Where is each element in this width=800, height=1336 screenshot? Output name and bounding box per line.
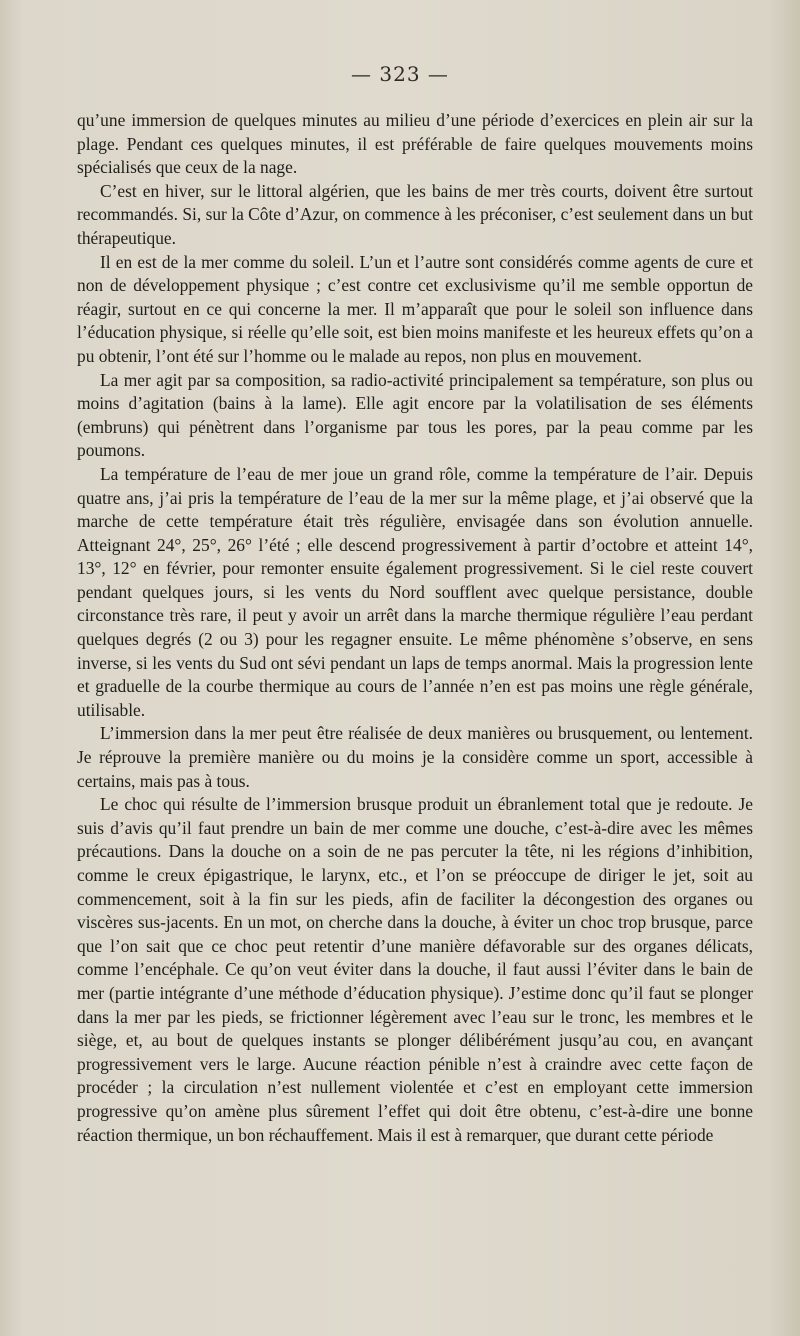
paragraph: La température de l’eau de mer joue un grand rôle, comme la température de l’air. Depuis quatre ans, j’ai pris la température de l’eau de la mer sur la même plage, et j’ai observé que la marche de cette température était très régulière, envisagée dans son évolution annuelle. Atteignant 24°, 25°, 26° l’été ; elle descend progressivement à partir d’octobre et atteint 14°, 13°, 12° en février, pour remonter ensuite également progressivement. Si le ciel reste couvert pendant quelques jours, si les vents du Nord soufflent avec quelque persistance, double circonstance très rare, il peut y avoir un arrêt dans la marche thermique régulière l’eau perdant quelques degrés (2 ou 3) pour les regagner ensuite. Le même phénomène s’observe, en sens inverse, si les vents du Sud ont sévi pendant un laps de temps anormal. Mais la progression lente et graduelle de la courbe thermique au cours de l’année n’en est pas moins une règle générale, utilisable.	[77, 463, 753, 720]
paragraph: Il en est de la mer comme du soleil. L’un et l’autre sont considérés comme agents de cure et non de développement physique ; c’est contre cet exclusivisme qu’il me semble opportun de réagir, surtout en ce qui concerne la mer. Il m’apparaît que pour le soleil son influence dans l’éducation physique, si réelle qu’elle soit, est bien moins manifeste et les heureux effets qu’on a pu obtenir, l’ont été sur l’homme ou le malade au repos, non plus en mouvement.	[77, 251, 753, 366]
body-text	[77, 109, 753, 1147]
paragraph: L’immersion dans la mer peut être réalisée de deux manières ou brusquement, ou lentement. Je réprouve la première manière ou du moins je la considère comme un sport, accessible à certains, mais pas à tous.	[77, 723, 753, 791]
paragraph: qu’une immersion de quelques minutes au milieu d’une période d’exercices en plein air sur la plage. Pendant ces quelques minutes, il est préférable de faire quelques mouvements moins spécialisés que ceux de la nage.	[77, 110, 753, 178]
paragraph: La mer agit par sa composition, sa radio-activité principalement sa température, son plus ou moins d’agitation (bains à la lame). Elle agit encore par la volatilisation de ses éléments (embruns) qui pénètrent dans l’organisme par tous les pores, par la peau comme par les poumons.	[77, 369, 753, 461]
paragraph: Le choc qui résulte de l’immersion brusque produit un ébranlement total que je redoute. Je suis d’avis qu’il faut prendre un bain de mer comme une douche, c’est-à-dire avec les mêmes précautions. Dans la douche on a soin de ne pas percuter la tête, ni les régions d’inhibition, comme le creux épigastrique, le larynx, etc., et l’on se préoccupe de diriger le jet, soit au commencement, soit à la fin sur les pieds, afin de faciliter la décongestion des organes ou viscères sus-jacents. En un mot, on cherche dans la douche, à éviter un choc trop brusque, parce que l’on sait que ce choc peut retentir d’une manière défavorable sur des organes délicats, comme l’encéphale. Ce qu’on veut éviter dans la douche, il faut aussi l’éviter dans le bain de mer (partie intégrante d’une méthode d’éducation physique). J’estime donc qu’il faut se plonger dans la mer par les pieds, se frictionner légèrement avec l’eau sur le tronc, les membres et le siège, et, au bout de quelques instants se plonger délibérément jusqu’au cou, en avançant progressivement vers le large. Aucune réaction pénible n’est à craindre avec cette façon de procéder ; la circulation n’est nullement violentée et c’est en employant cette immersion progressive qu’on amène plus sûrement l’effet qui doit être obtenu, c’est-à-dire une bonne réaction thermique, un bon réchauffement. Mais il est à remarquer, que durant cette période	[77, 794, 753, 1145]
page-number: — 323 —	[351, 62, 449, 86]
paragraph: C’est en hiver, sur le littoral algérien, que les bains de mer très courts, doivent être surtout recommandés. Si, sur la Côte d’Azur, on commence à les préconiser, c’est seulement dans un but thérapeutique.	[77, 180, 753, 248]
